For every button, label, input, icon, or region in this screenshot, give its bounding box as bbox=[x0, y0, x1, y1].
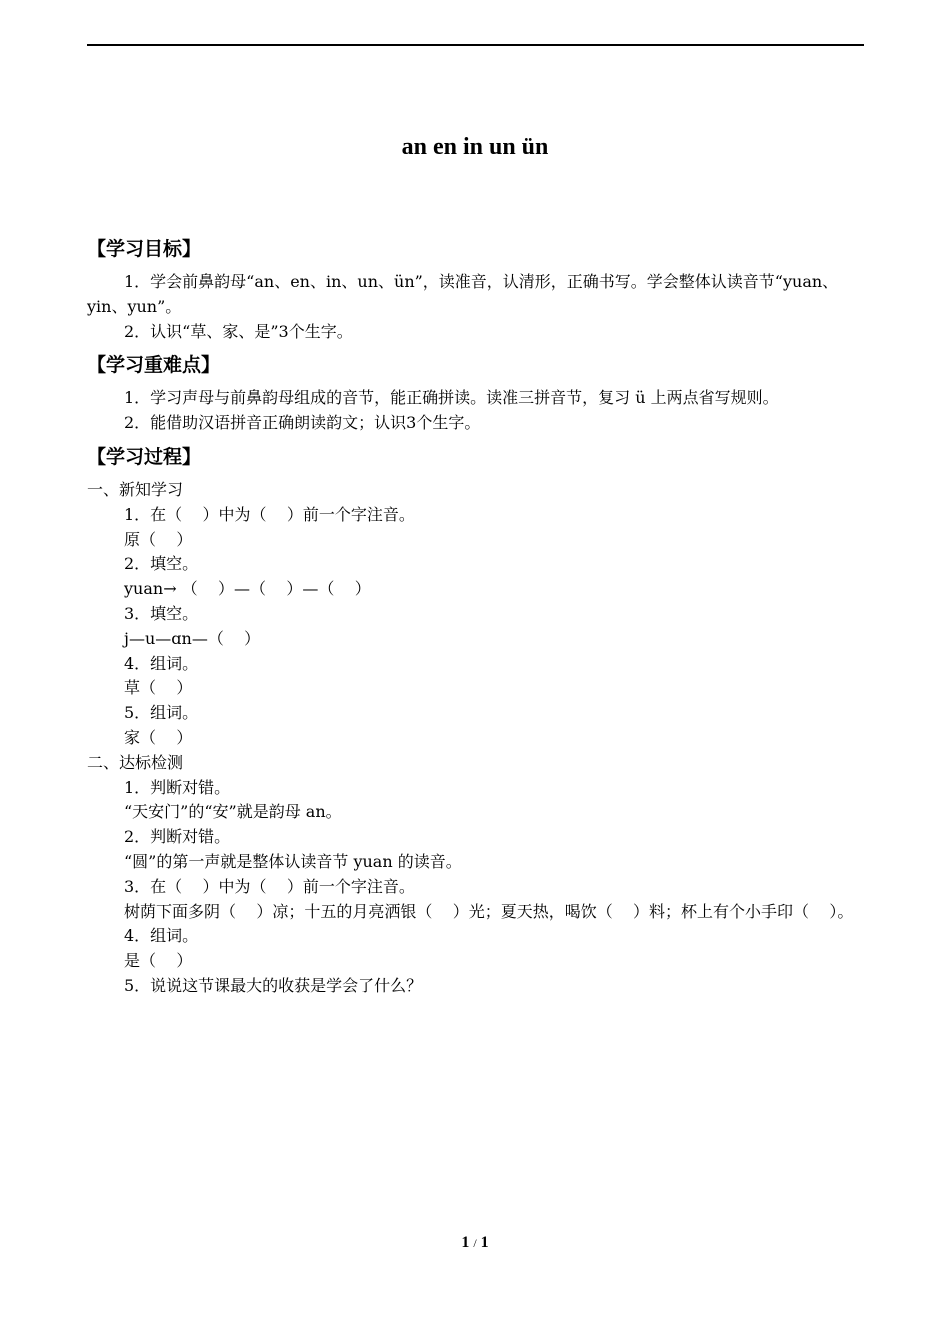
page-number bbox=[0, 1234, 950, 1252]
exercise-line: 2．填空。 bbox=[124, 554, 199, 574]
exercise-line: j—u—ɑn—（ ） bbox=[124, 628, 261, 648]
section-heading-goals: 【学习目标】 bbox=[87, 238, 202, 260]
document-title: an en in un ün bbox=[401, 134, 549, 160]
exercise-line: 3．在（ ）中为（ ）前一个字注音。 bbox=[124, 876, 415, 896]
exercise-line: 5．组词。 bbox=[124, 703, 199, 723]
exercise-paragraph: 树荫下面多阴（ ）凉；十五的月亮洒银（ ）光；夏天热，喝饮（ ）料；杯上有个小手印（ ）。 bbox=[124, 901, 854, 921]
exercise-line: yuan→ （ ）—（ ）—（ ） bbox=[124, 579, 371, 599]
exercise-line: 1．在（ ）中为（ ）前一个字注音。 bbox=[124, 504, 415, 524]
part-label-assessment: 二、达标检测 bbox=[87, 752, 184, 772]
goal-item: 2．认识“草、家、是”3个生字。 bbox=[124, 321, 353, 341]
exercise-line: “天安门”的“安”就是韵母 an。 bbox=[124, 802, 342, 822]
section-heading-process: 【学习过程】 bbox=[87, 445, 202, 468]
document-body bbox=[87, 230, 864, 999]
exercise-line: 草（ ） bbox=[124, 678, 193, 698]
page-current: 1 bbox=[461, 1234, 470, 1251]
exercise-line: 5．说说这节课最大的收获是学会了什么？ bbox=[124, 975, 423, 995]
page-separator: / bbox=[473, 1236, 477, 1250]
exercise-line: 原（ ） bbox=[124, 529, 193, 549]
exercise-line: 2．判断对错。 bbox=[124, 827, 231, 847]
section-heading-keypoints: 【学习重难点】 bbox=[87, 354, 221, 377]
goal-item: 1．学会前鼻韵母“an、en、in、un、ün”，读准音，认清形，正确书写。学会整体认读音节“yuan、yin、yun”。 bbox=[87, 272, 839, 316]
exercise-line: 3．填空。 bbox=[124, 603, 199, 623]
part-label-new-knowledge: 一、新知学习 bbox=[87, 479, 184, 499]
exercise-line: 家（ ） bbox=[124, 727, 193, 747]
keypoint-item: 1．学习声母与前鼻韵母组成的音节，能正确拼读。读准三拼音节，复习 ü 上两点省写规则。 bbox=[124, 388, 779, 408]
exercise-line: 4．组词。 bbox=[124, 926, 199, 946]
page-total: 1 bbox=[480, 1234, 489, 1251]
header-rule bbox=[87, 44, 864, 46]
exercise-line: “圆”的第一声就是整体认读音节 yuan 的读音。 bbox=[124, 851, 462, 871]
keypoint-item: 2．能借助汉语拼音正确朗读韵文；认识3个生字。 bbox=[124, 413, 481, 433]
exercise-line: 4．组词。 bbox=[124, 653, 199, 673]
exercise-line: 1．判断对错。 bbox=[124, 777, 231, 797]
exercise-line: 是（ ） bbox=[124, 951, 193, 971]
